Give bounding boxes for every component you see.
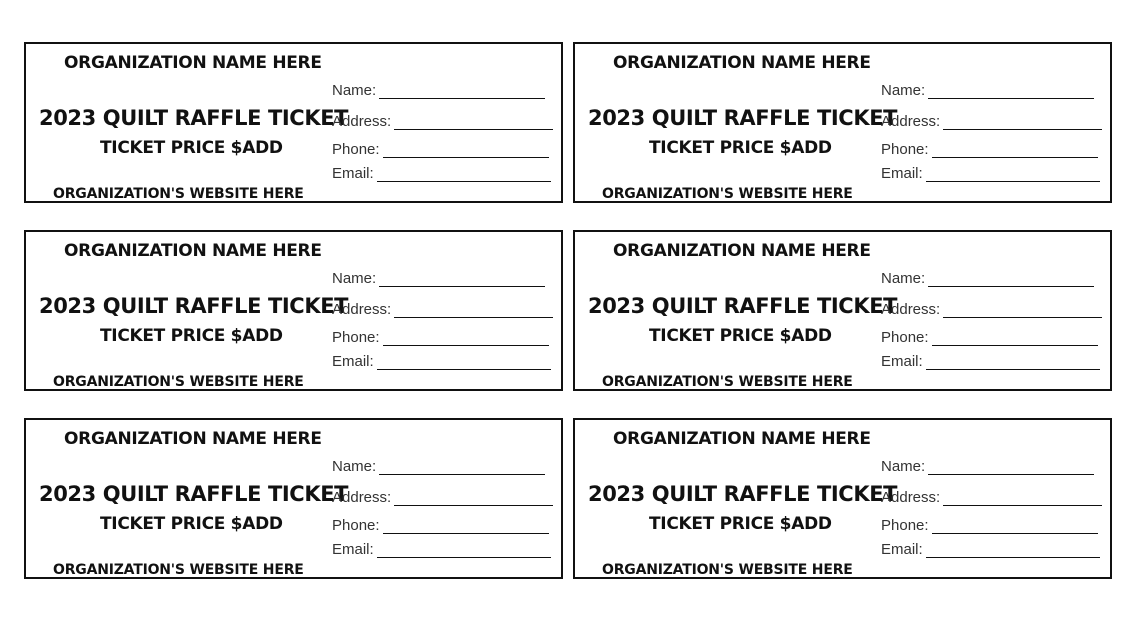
address-field <box>332 113 553 130</box>
address-label: Address: <box>881 301 941 318</box>
ticket-price: TICKET PRICE $ADD <box>100 514 283 534</box>
ticket-price: TICKET PRICE $ADD <box>100 326 283 346</box>
email-field <box>332 353 551 370</box>
organization-website: ORGANIZATION'S WEBSITE HERE <box>602 186 853 202</box>
name-label: Name: <box>332 458 377 475</box>
address-blank-line[interactable] <box>394 115 553 130</box>
email-blank-line[interactable] <box>926 543 1100 558</box>
address-label: Address: <box>881 113 941 130</box>
phone-field <box>332 517 549 534</box>
raffle-ticket <box>573 418 1112 579</box>
raffle-ticket <box>24 42 563 203</box>
address-blank-line[interactable] <box>943 491 1102 506</box>
email-field <box>881 165 1100 182</box>
name-blank-line[interactable] <box>379 272 545 287</box>
address-blank-line[interactable] <box>943 303 1102 318</box>
organization-name: ORGANIZATION NAME HERE <box>613 429 871 449</box>
organization-name: ORGANIZATION NAME HERE <box>64 241 322 261</box>
raffle-ticket <box>573 42 1112 203</box>
ticket-title: 2023 QUILT RAFFLE TICKET <box>39 482 349 506</box>
phone-field <box>332 329 549 346</box>
name-blank-line[interactable] <box>379 460 545 475</box>
phone-blank-line[interactable] <box>383 519 549 534</box>
phone-field <box>332 141 549 158</box>
organization-name: ORGANIZATION NAME HERE <box>64 53 322 73</box>
name-field <box>881 270 1094 287</box>
address-label: Address: <box>332 489 392 506</box>
raffle-ticket <box>573 230 1112 391</box>
name-label: Name: <box>881 458 926 475</box>
organization-website: ORGANIZATION'S WEBSITE HERE <box>53 374 304 390</box>
phone-label: Phone: <box>332 141 380 158</box>
name-field <box>881 82 1094 99</box>
ticket-title: 2023 QUILT RAFFLE TICKET <box>588 106 898 130</box>
email-label: Email: <box>881 165 923 182</box>
ticket-price: TICKET PRICE $ADD <box>649 138 832 158</box>
address-label: Address: <box>332 301 392 318</box>
raffle-ticket <box>24 418 563 579</box>
email-blank-line[interactable] <box>377 543 551 558</box>
organization-website: ORGANIZATION'S WEBSITE HERE <box>602 562 853 578</box>
phone-label: Phone: <box>881 141 929 158</box>
phone-blank-line[interactable] <box>383 331 549 346</box>
phone-label: Phone: <box>332 329 380 346</box>
phone-label: Phone: <box>332 517 380 534</box>
email-blank-line[interactable] <box>377 355 551 370</box>
email-label: Email: <box>881 353 923 370</box>
address-field <box>332 301 553 318</box>
organization-website: ORGANIZATION'S WEBSITE HERE <box>53 186 304 202</box>
phone-field <box>881 517 1098 534</box>
name-blank-line[interactable] <box>379 84 545 99</box>
address-label: Address: <box>332 113 392 130</box>
email-blank-line[interactable] <box>926 167 1100 182</box>
phone-blank-line[interactable] <box>932 143 1098 158</box>
email-blank-line[interactable] <box>377 167 551 182</box>
ticket-price: TICKET PRICE $ADD <box>649 514 832 534</box>
organization-name: ORGANIZATION NAME HERE <box>64 429 322 449</box>
organization-website: ORGANIZATION'S WEBSITE HERE <box>53 562 304 578</box>
address-field <box>881 489 1102 506</box>
email-label: Email: <box>332 541 374 558</box>
email-field <box>332 541 551 558</box>
email-label: Email: <box>881 541 923 558</box>
name-blank-line[interactable] <box>928 272 1094 287</box>
phone-label: Phone: <box>881 329 929 346</box>
ticket-price: TICKET PRICE $ADD <box>649 326 832 346</box>
name-field <box>332 270 545 287</box>
name-field <box>881 458 1094 475</box>
email-field <box>881 353 1100 370</box>
address-blank-line[interactable] <box>943 115 1102 130</box>
ticket-title: 2023 QUILT RAFFLE TICKET <box>39 294 349 318</box>
address-field <box>881 301 1102 318</box>
name-label: Name: <box>332 82 377 99</box>
organization-name: ORGANIZATION NAME HERE <box>613 53 871 73</box>
name-label: Name: <box>881 82 926 99</box>
name-blank-line[interactable] <box>928 84 1094 99</box>
name-label: Name: <box>881 270 926 287</box>
phone-label: Phone: <box>881 517 929 534</box>
phone-field <box>881 141 1098 158</box>
address-blank-line[interactable] <box>394 303 553 318</box>
organization-name: ORGANIZATION NAME HERE <box>613 241 871 261</box>
name-label: Name: <box>332 270 377 287</box>
address-field <box>881 113 1102 130</box>
phone-blank-line[interactable] <box>932 519 1098 534</box>
phone-blank-line[interactable] <box>383 143 549 158</box>
name-field <box>332 458 545 475</box>
email-field <box>332 165 551 182</box>
email-field <box>881 541 1100 558</box>
ticket-price: TICKET PRICE $ADD <box>100 138 283 158</box>
email-label: Email: <box>332 353 374 370</box>
address-field <box>332 489 553 506</box>
address-label: Address: <box>881 489 941 506</box>
email-label: Email: <box>332 165 374 182</box>
email-blank-line[interactable] <box>926 355 1100 370</box>
name-blank-line[interactable] <box>928 460 1094 475</box>
ticket-title: 2023 QUILT RAFFLE TICKET <box>588 482 898 506</box>
raffle-ticket <box>24 230 563 391</box>
organization-website: ORGANIZATION'S WEBSITE HERE <box>602 374 853 390</box>
address-blank-line[interactable] <box>394 491 553 506</box>
name-field <box>332 82 545 99</box>
phone-blank-line[interactable] <box>932 331 1098 346</box>
ticket-title: 2023 QUILT RAFFLE TICKET <box>588 294 898 318</box>
phone-field <box>881 329 1098 346</box>
ticket-title: 2023 QUILT RAFFLE TICKET <box>39 106 349 130</box>
